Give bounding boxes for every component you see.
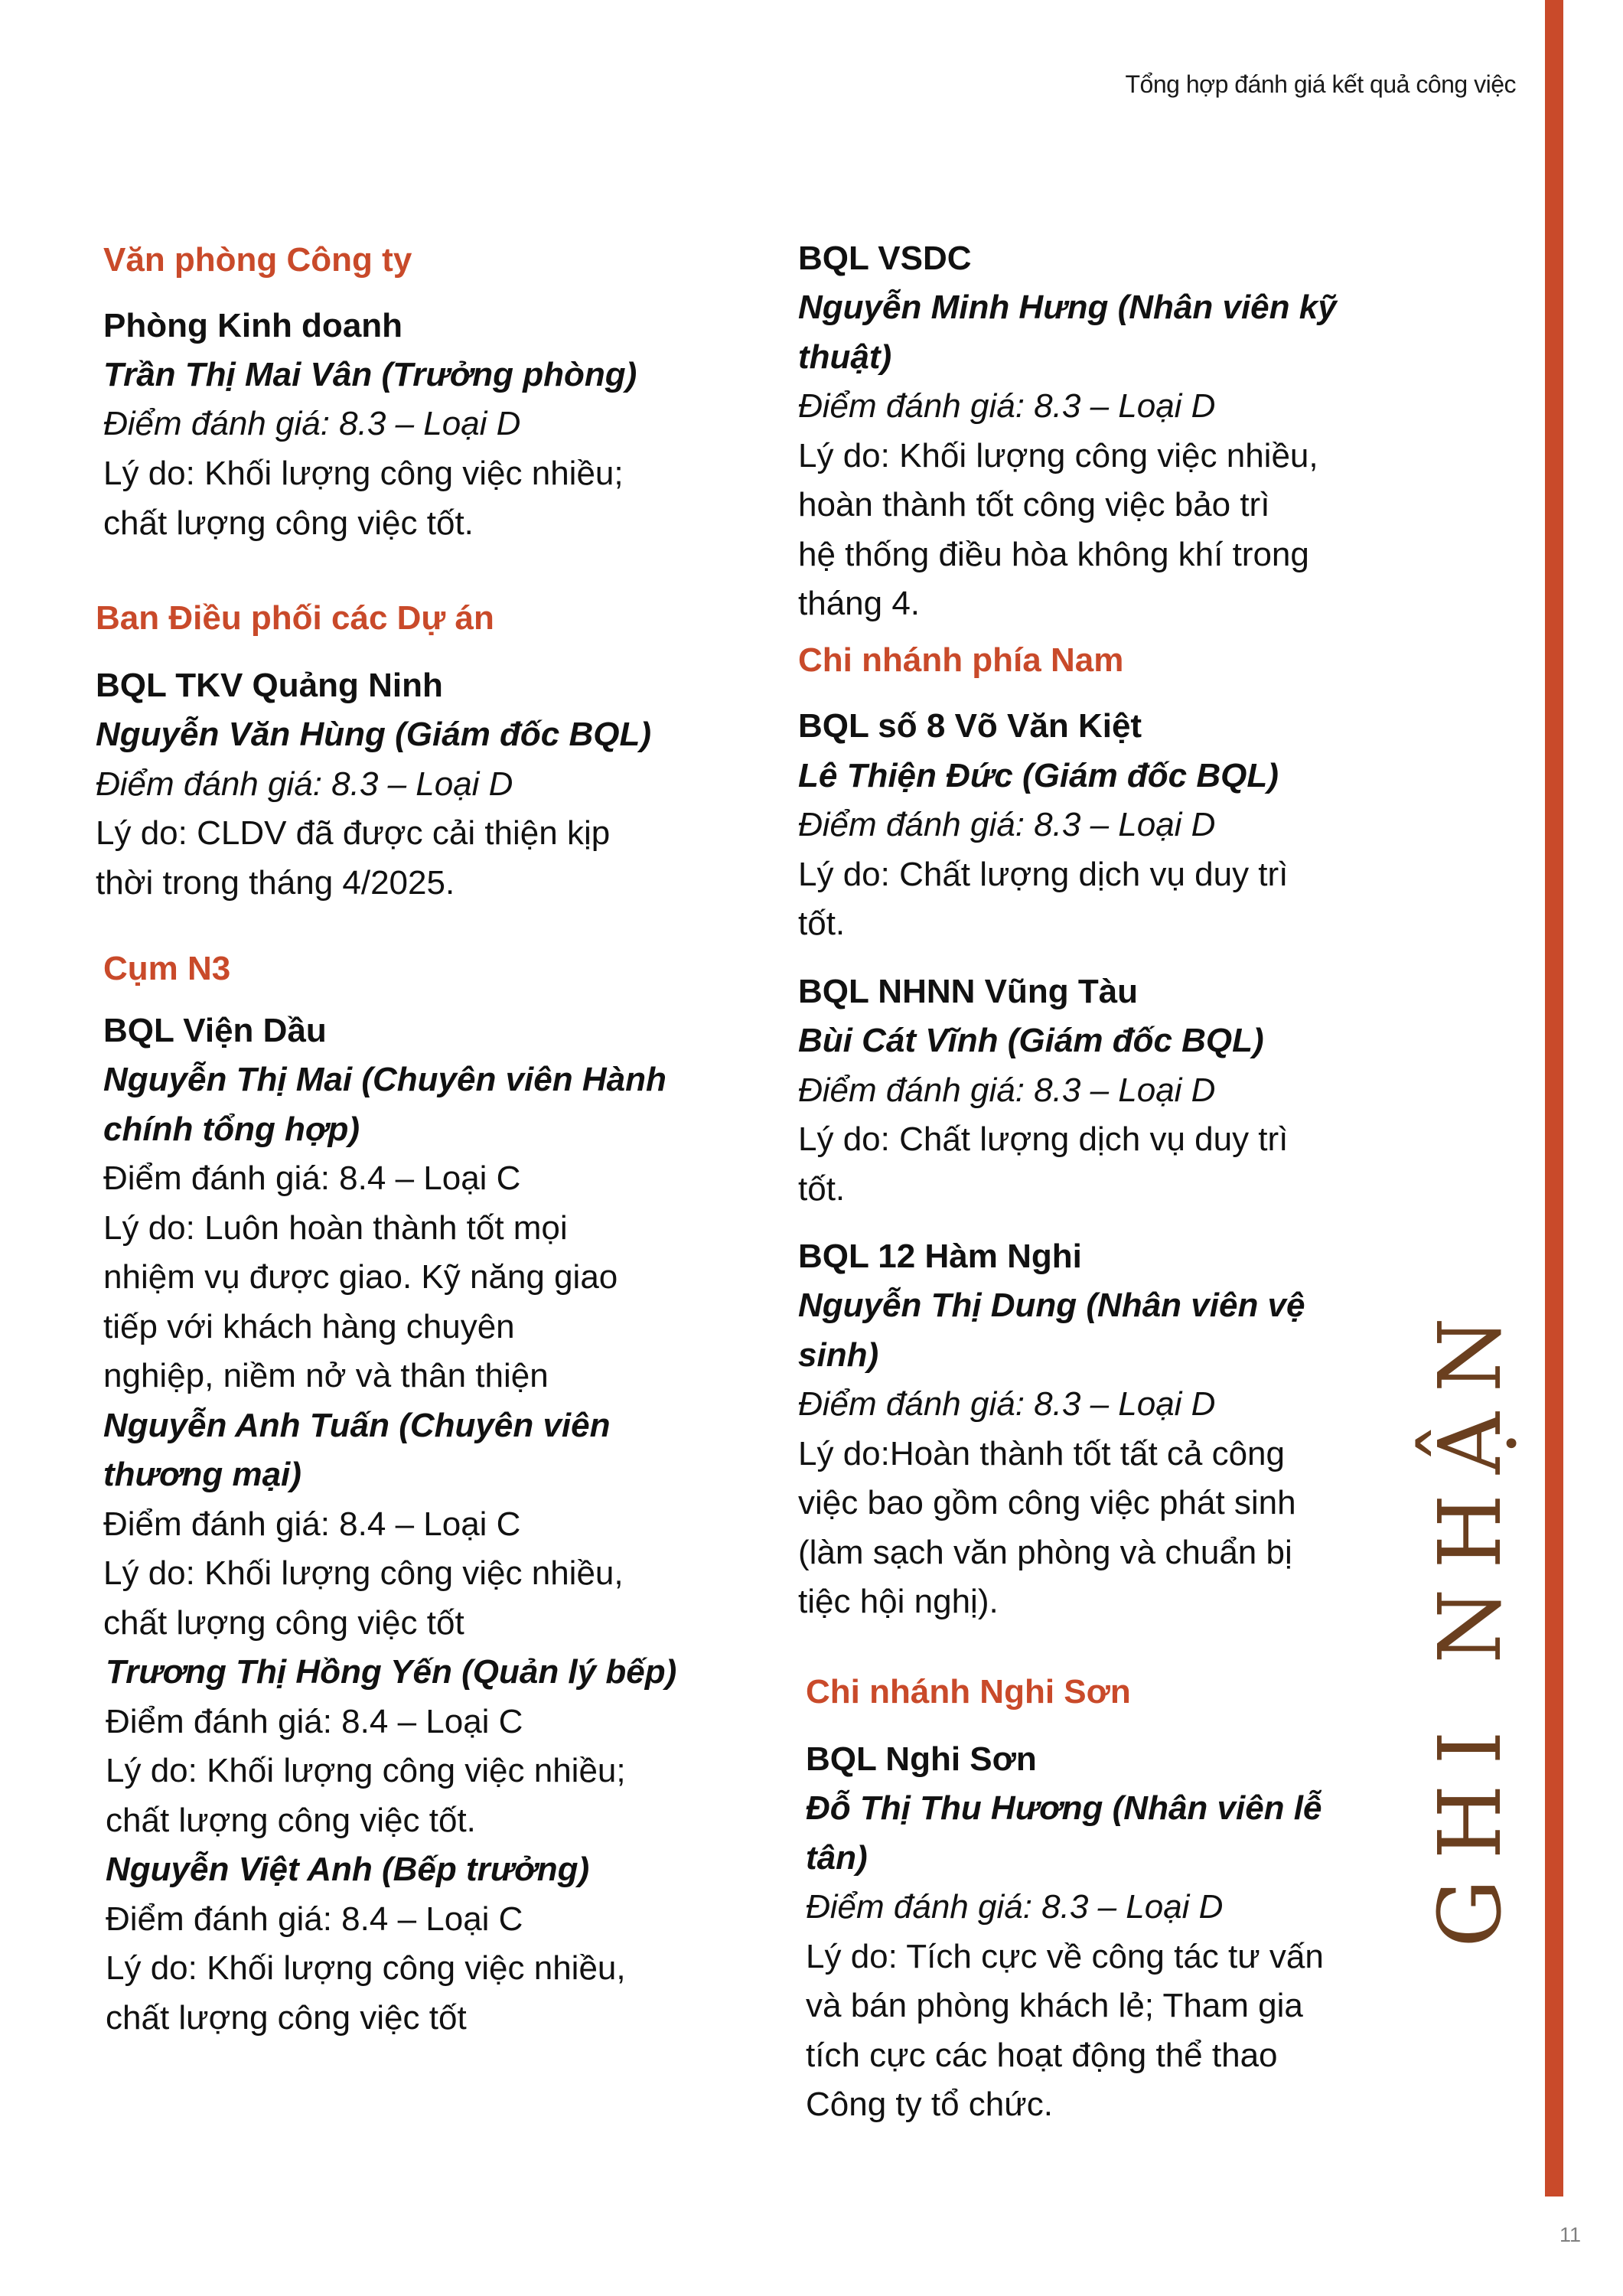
reason-line: Lý do: Khối lượng công việc nhiều, — [103, 1554, 624, 1592]
reason-line: và bán phòng khách lẻ; Tham gia — [806, 1987, 1303, 2024]
reason-line: việc bao gồm công việc phát sinh — [798, 1484, 1296, 1521]
reason-line: Lý do: Khối lượng công việc nhiều, — [106, 1949, 626, 1987]
reason-line: nghiệp, niềm nở và thân thiện — [103, 1357, 549, 1394]
reason-line: chất lượng công việc tốt. — [103, 504, 474, 542]
unit-name: BQL TKV Quảng Ninh — [96, 667, 443, 704]
score-line: Điểm đánh giá: 8.4 – Loại C — [106, 1703, 523, 1740]
side-label — [1421, 1297, 1520, 1948]
accent-bar — [1545, 0, 1563, 2197]
reason-line: tháng 4. — [798, 585, 921, 622]
section-title-ban-dieu-phoi: Ban Điều phối các Dự án — [96, 599, 494, 637]
reason-line: Lý do: CLDV đã được cải thiện kịp — [96, 814, 611, 852]
reason-line: Công ty tổ chức. — [806, 2086, 1053, 2123]
person-name: sinh) — [798, 1336, 879, 1374]
reason-line: nhiệm vụ được giao. Kỹ năng giao — [103, 1258, 618, 1296]
unit-name: BQL NHNN Vũng Tàu — [798, 973, 1139, 1010]
unit-name: BQL Viện Dầu — [103, 1012, 327, 1049]
side-label-text: GHI NHẬN — [1421, 1297, 1520, 1948]
score-line: Điểm đánh giá: 8.3 – Loại D — [103, 405, 521, 442]
section-title-van-phong: Văn phòng Công ty — [103, 241, 412, 279]
document-header-title: Tổng hợp đánh giá kết quả công việc — [1125, 70, 1516, 98]
reason-line: chất lượng công việc tốt — [106, 1999, 467, 2037]
person-name: Nguyễn Anh Tuấn (Chuyên viên — [103, 1407, 611, 1444]
unit-name: BQL VSDC — [798, 240, 972, 277]
reason-line: hệ thống điều hòa không khí trong — [798, 536, 1309, 573]
reason-line: chất lượng công việc tốt. — [106, 1802, 476, 1839]
person-name: Đỗ Thị Thu Hương (Nhân viên lễ — [806, 1789, 1322, 1827]
score-line: Điểm đánh giá: 8.3 – Loại D — [798, 1385, 1216, 1423]
person-name: Nguyễn Minh Hưng (Nhân viên kỹ — [798, 289, 1337, 326]
person-name: Nguyễn Văn Hùng (Giám đốc BQL) — [96, 716, 652, 753]
score-line: Điểm đánh giá: 8.3 – Loại D — [806, 1888, 1224, 1926]
unit-name: Phòng Kinh doanh — [103, 307, 403, 344]
reason-line: Lý do: Khối lượng công việc nhiều; — [103, 455, 624, 492]
reason-line: Lý do:Hoàn thành tốt tất cả công — [798, 1435, 1286, 1473]
person-name: Lê Thiện Đức (Giám đốc BQL) — [798, 757, 1279, 794]
reason-line: thời trong tháng 4/2025. — [96, 864, 455, 902]
score-line: Điểm đánh giá: 8.3 – Loại D — [798, 1071, 1216, 1109]
score-line: Điểm đánh giá: 8.4 – Loại C — [103, 1505, 521, 1543]
section-title-cum-n3: Cụm N3 — [103, 950, 231, 987]
person-name: chính tổng hợp) — [103, 1110, 360, 1148]
person-name: thuật) — [798, 338, 892, 376]
unit-name: BQL số 8 Võ Văn Kiệt — [798, 707, 1142, 745]
person-name: thương mại) — [103, 1456, 301, 1493]
person-name: Nguyễn Thị Mai (Chuyên viên Hành — [103, 1061, 666, 1098]
reason-line: tiệc hội nghị). — [798, 1583, 999, 1620]
reason-line: Lý do: Tích cực về công tác tư vấn — [806, 1938, 1324, 1975]
score-line: Điểm đánh giá: 8.3 – Loại D — [798, 387, 1216, 425]
score-line: Điểm đánh giá: 8.3 – Loại D — [96, 765, 513, 803]
section-title-nghi-son: Chi nhánh Nghi Sơn — [806, 1673, 1131, 1711]
reason-line: chất lượng công việc tốt — [103, 1604, 464, 1642]
person-name: Nguyễn Thị Dung (Nhân viên vệ — [798, 1287, 1305, 1324]
page-number: 11 — [1559, 2223, 1582, 2246]
reason-line: Lý do: Khối lượng công việc nhiều; — [106, 1752, 626, 1789]
person-name: Bùi Cát Vĩnh (Giám đốc BQL) — [798, 1022, 1264, 1059]
unit-name: BQL 12 Hàm Nghi — [798, 1238, 1082, 1275]
reason-line: Lý do: Chất lượng dịch vụ duy trì — [798, 856, 1289, 893]
reason-line: (làm sạch văn phòng và chuẩn bị — [798, 1534, 1292, 1571]
reason-line: Lý do: Khối lượng công việc nhiều, — [798, 437, 1318, 475]
person-name: tân) — [806, 1839, 868, 1877]
section-title-phia-nam: Chi nhánh phía Nam — [798, 641, 1124, 679]
score-line: Điểm đánh giá: 8.4 – Loại C — [106, 1900, 523, 1938]
person-name: Trương Thị Hồng Yến (Quản lý bếp) — [106, 1653, 677, 1691]
score-line: Điểm đánh giá: 8.4 – Loại C — [103, 1159, 521, 1197]
reason-line: Lý do: Luôn hoàn thành tốt mọi — [103, 1209, 568, 1247]
reason-line: tiếp với khách hàng chuyên — [103, 1308, 515, 1345]
unit-name: BQL Nghi Sơn — [806, 1740, 1037, 1778]
reason-line: hoàn thành tốt công việc bảo trì — [798, 486, 1270, 523]
person-name: Trần Thị Mai Vân (Trưởng phòng) — [103, 356, 637, 393]
reason-line: tốt. — [798, 1170, 846, 1208]
reason-line: tốt. — [798, 905, 846, 942]
person-name: Nguyễn Việt Anh (Bếp trưởng) — [106, 1851, 590, 1888]
score-line: Điểm đánh giá: 8.3 – Loại D — [798, 806, 1216, 843]
reason-line: Lý do: Chất lượng dịch vụ duy trì — [798, 1120, 1289, 1158]
reason-line: tích cực các hoạt động thể thao — [806, 2037, 1278, 2074]
